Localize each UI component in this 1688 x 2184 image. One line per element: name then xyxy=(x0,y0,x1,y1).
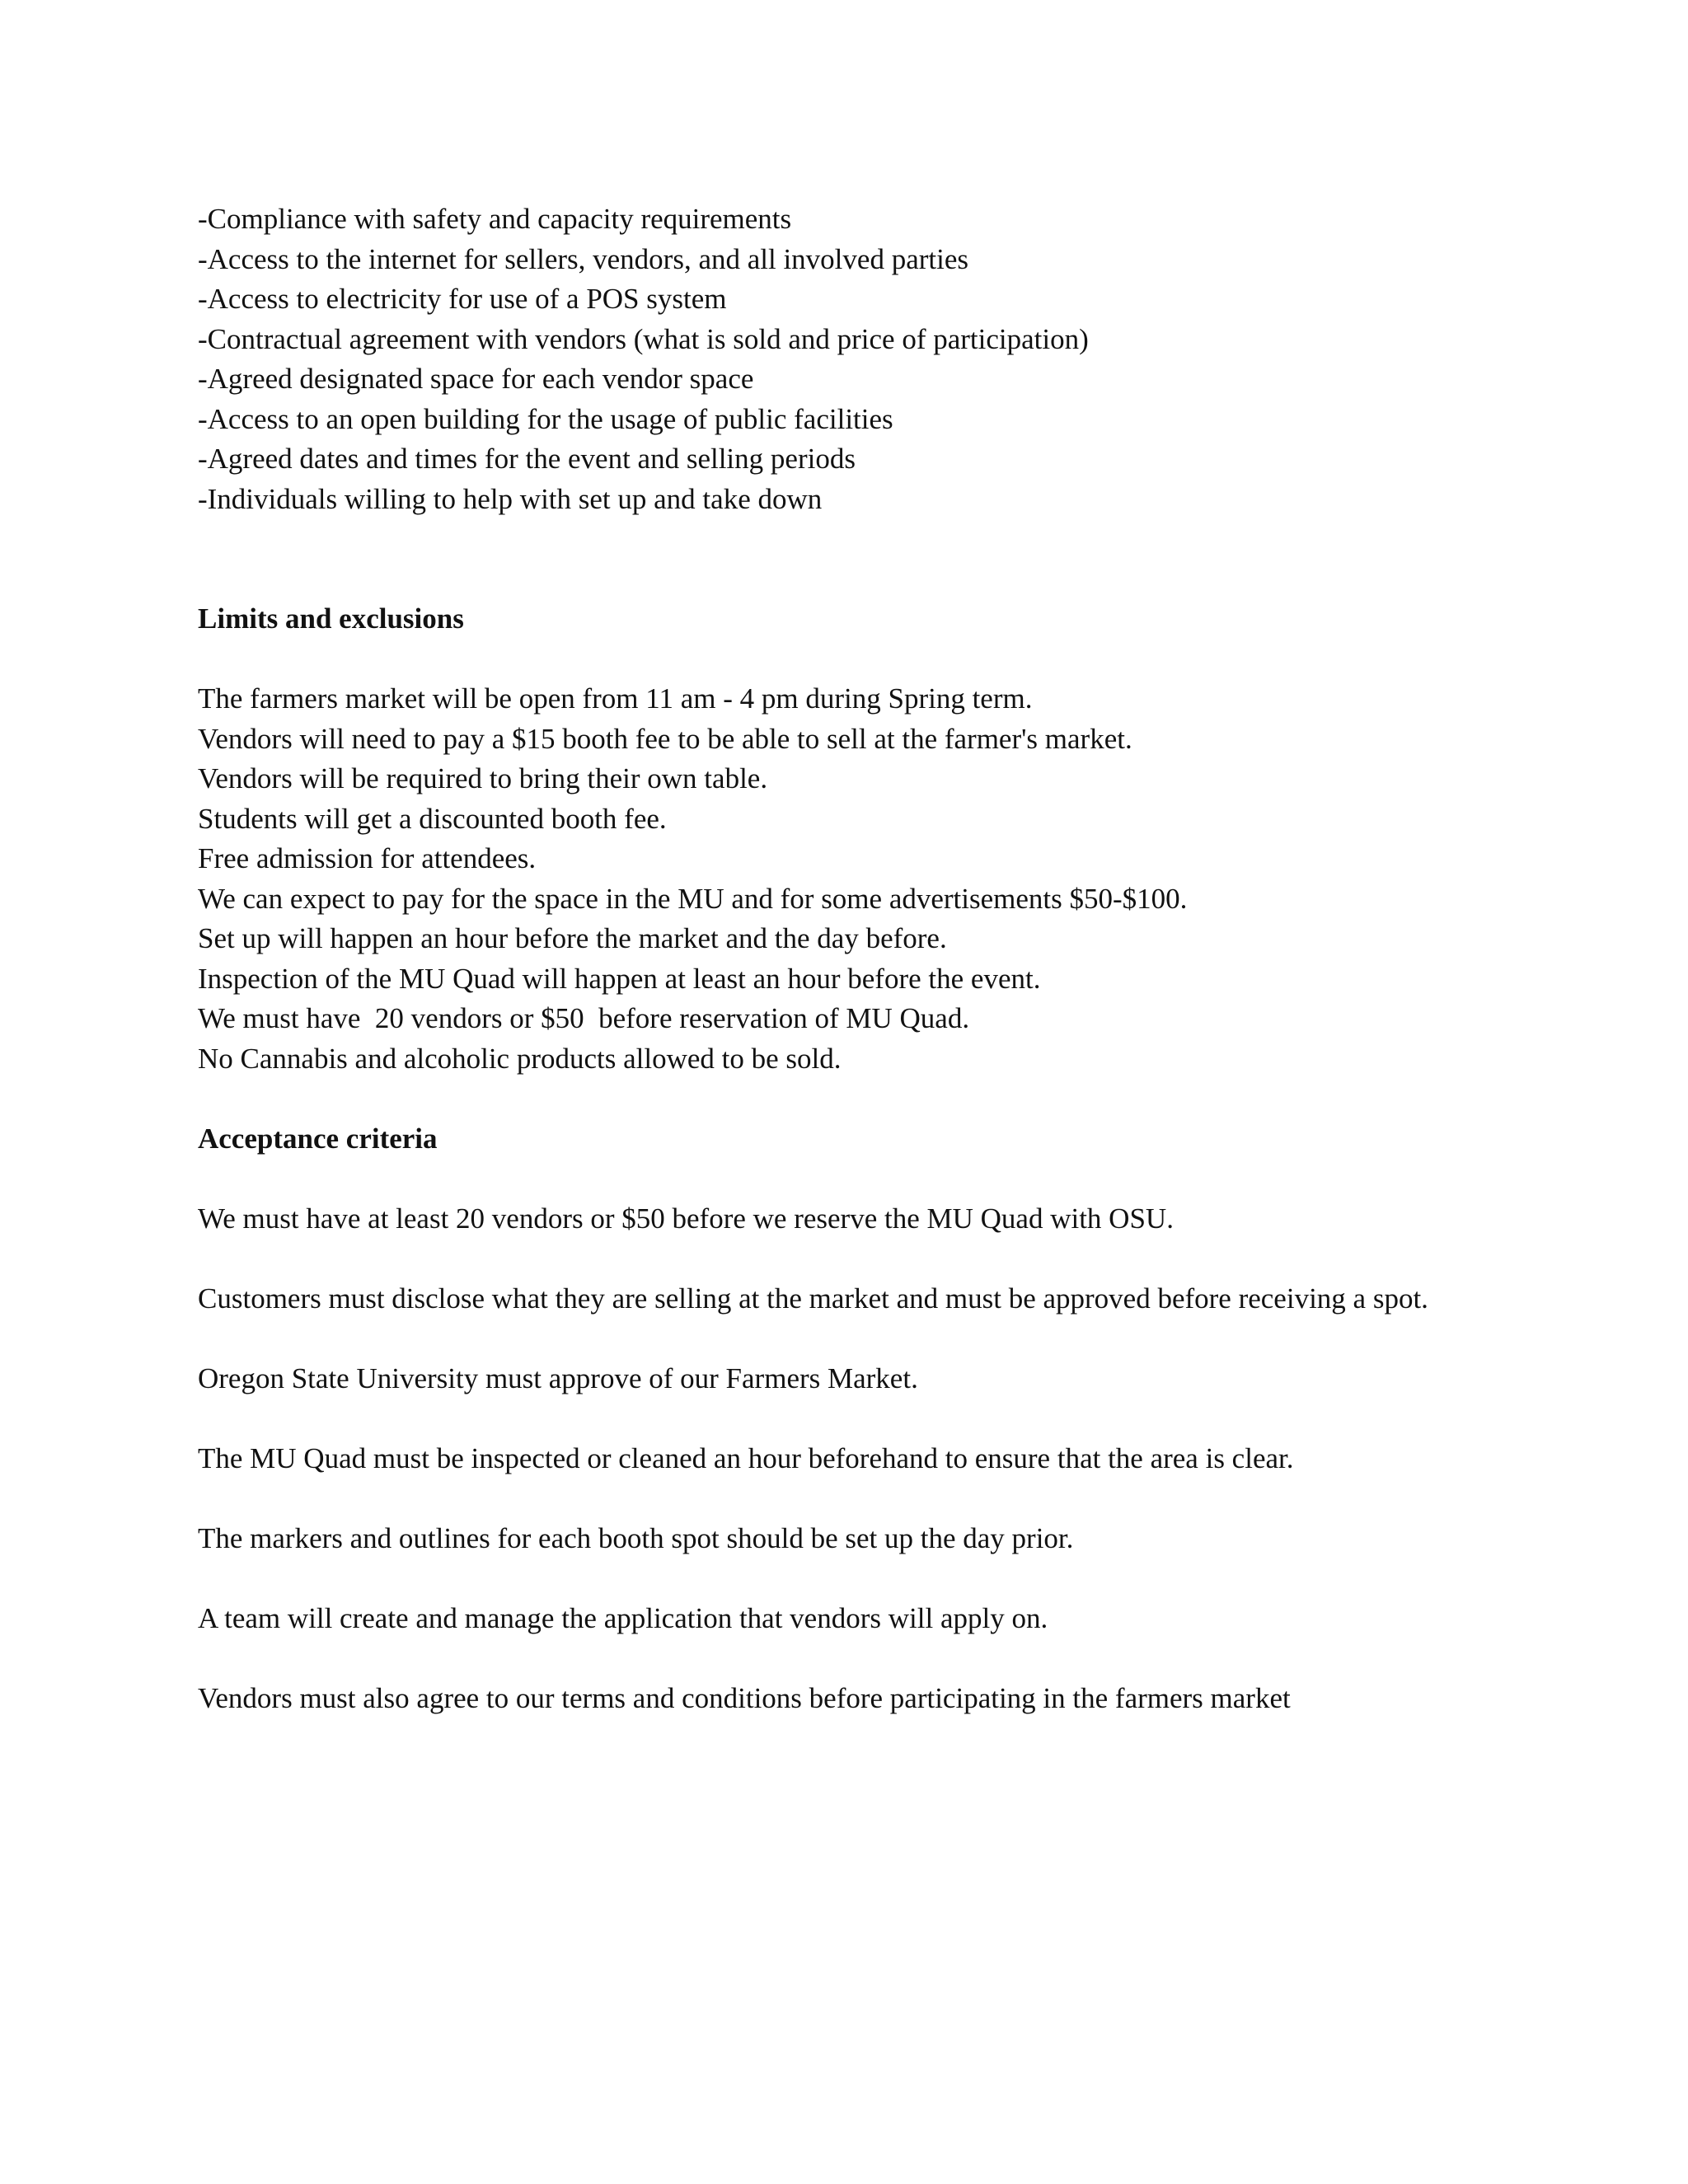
spacer xyxy=(198,519,1517,599)
limits-line: Set up will happen an hour before the market and the day before. xyxy=(198,922,947,954)
requirement-item: -Contractual agreement with vendors (what is sold and price of participation) xyxy=(198,322,1089,355)
limits-line: Vendors will need to pay a $15 booth fee to be able to sell at the farmer's market. xyxy=(198,722,1132,755)
document-page xyxy=(198,199,1517,1718)
requirement-item: -Agreed designated space for each vendor space xyxy=(198,363,754,395)
acceptance-paragraph: Vendors must also agree to our terms and conditions before participating in the farmers market xyxy=(198,1681,1291,1714)
requirement-item: -Access to the internet for sellers, vendors, and all involved parties xyxy=(198,242,968,275)
acceptance-paragraph: We must have at least 20 vendors or $50 before we reserve the MU Quad with OSU. xyxy=(198,1202,1174,1235)
spacer xyxy=(198,1558,1517,1599)
acceptance-paragraph: The markers and outlines for each booth spot should be set up the day prior. xyxy=(198,1521,1074,1554)
limits-line: Students will get a discounted booth fee. xyxy=(198,802,667,835)
limits-line: Free admission for attendees. xyxy=(198,842,537,874)
requirement-item: -Access to electricity for use of a POS system xyxy=(198,283,727,315)
requirement-item: -Access to an open building for the usage of public facilities xyxy=(198,402,893,435)
limits-line: No Cannabis and alcoholic products allowed to be sold. xyxy=(198,1042,842,1075)
acceptance-section xyxy=(198,1119,1517,1719)
limits-heading: Limits and exclusions xyxy=(198,602,464,635)
acceptance-paragraph: The MU Quad must be inspected or cleaned an hour beforehand to ensure that the area is clear. xyxy=(198,1441,1294,1474)
limits-line: Inspection of the MU Quad will happen at least an hour before the event. xyxy=(198,962,1041,995)
spacer xyxy=(198,1159,1517,1199)
requirements-list xyxy=(198,199,1517,519)
acceptance-paragraph: A team will create and manage the application that vendors will apply on. xyxy=(198,1601,1048,1634)
requirement-item: -Individuals willing to help with set up and take down xyxy=(198,482,823,515)
spacer xyxy=(198,1319,1517,1359)
spacer xyxy=(198,640,1517,680)
spacer xyxy=(198,1239,1517,1279)
acceptance-paragraph: Customers must disclose what they are selling at the market and must be approved before receiving a spot. xyxy=(198,1282,1428,1315)
acceptance-paragraph: Oregon State University must approve of our Farmers Market. xyxy=(198,1361,918,1394)
requirement-item: -Compliance with safety and capacity requirements xyxy=(198,203,792,235)
limits-line: We must have 20 vendors or $50 before reservation of MU Quad. xyxy=(198,1002,970,1034)
acceptance-heading: Acceptance criteria xyxy=(198,1122,438,1155)
spacer xyxy=(198,1479,1517,1519)
spacer xyxy=(198,1638,1517,1679)
limits-section xyxy=(198,599,1517,1079)
requirement-item: -Agreed dates and times for the event and selling periods xyxy=(198,443,856,475)
limits-line: Vendors will be required to bring their own table. xyxy=(198,762,768,794)
limits-line: The farmers market will be open from 11 am - 4 pm during Spring term. xyxy=(198,682,1033,715)
spacer xyxy=(198,1399,1517,1439)
limits-line: We can expect to pay for the space in the MU and for some advertisements $50-$100. xyxy=(198,882,1188,915)
spacer xyxy=(198,1079,1517,1119)
